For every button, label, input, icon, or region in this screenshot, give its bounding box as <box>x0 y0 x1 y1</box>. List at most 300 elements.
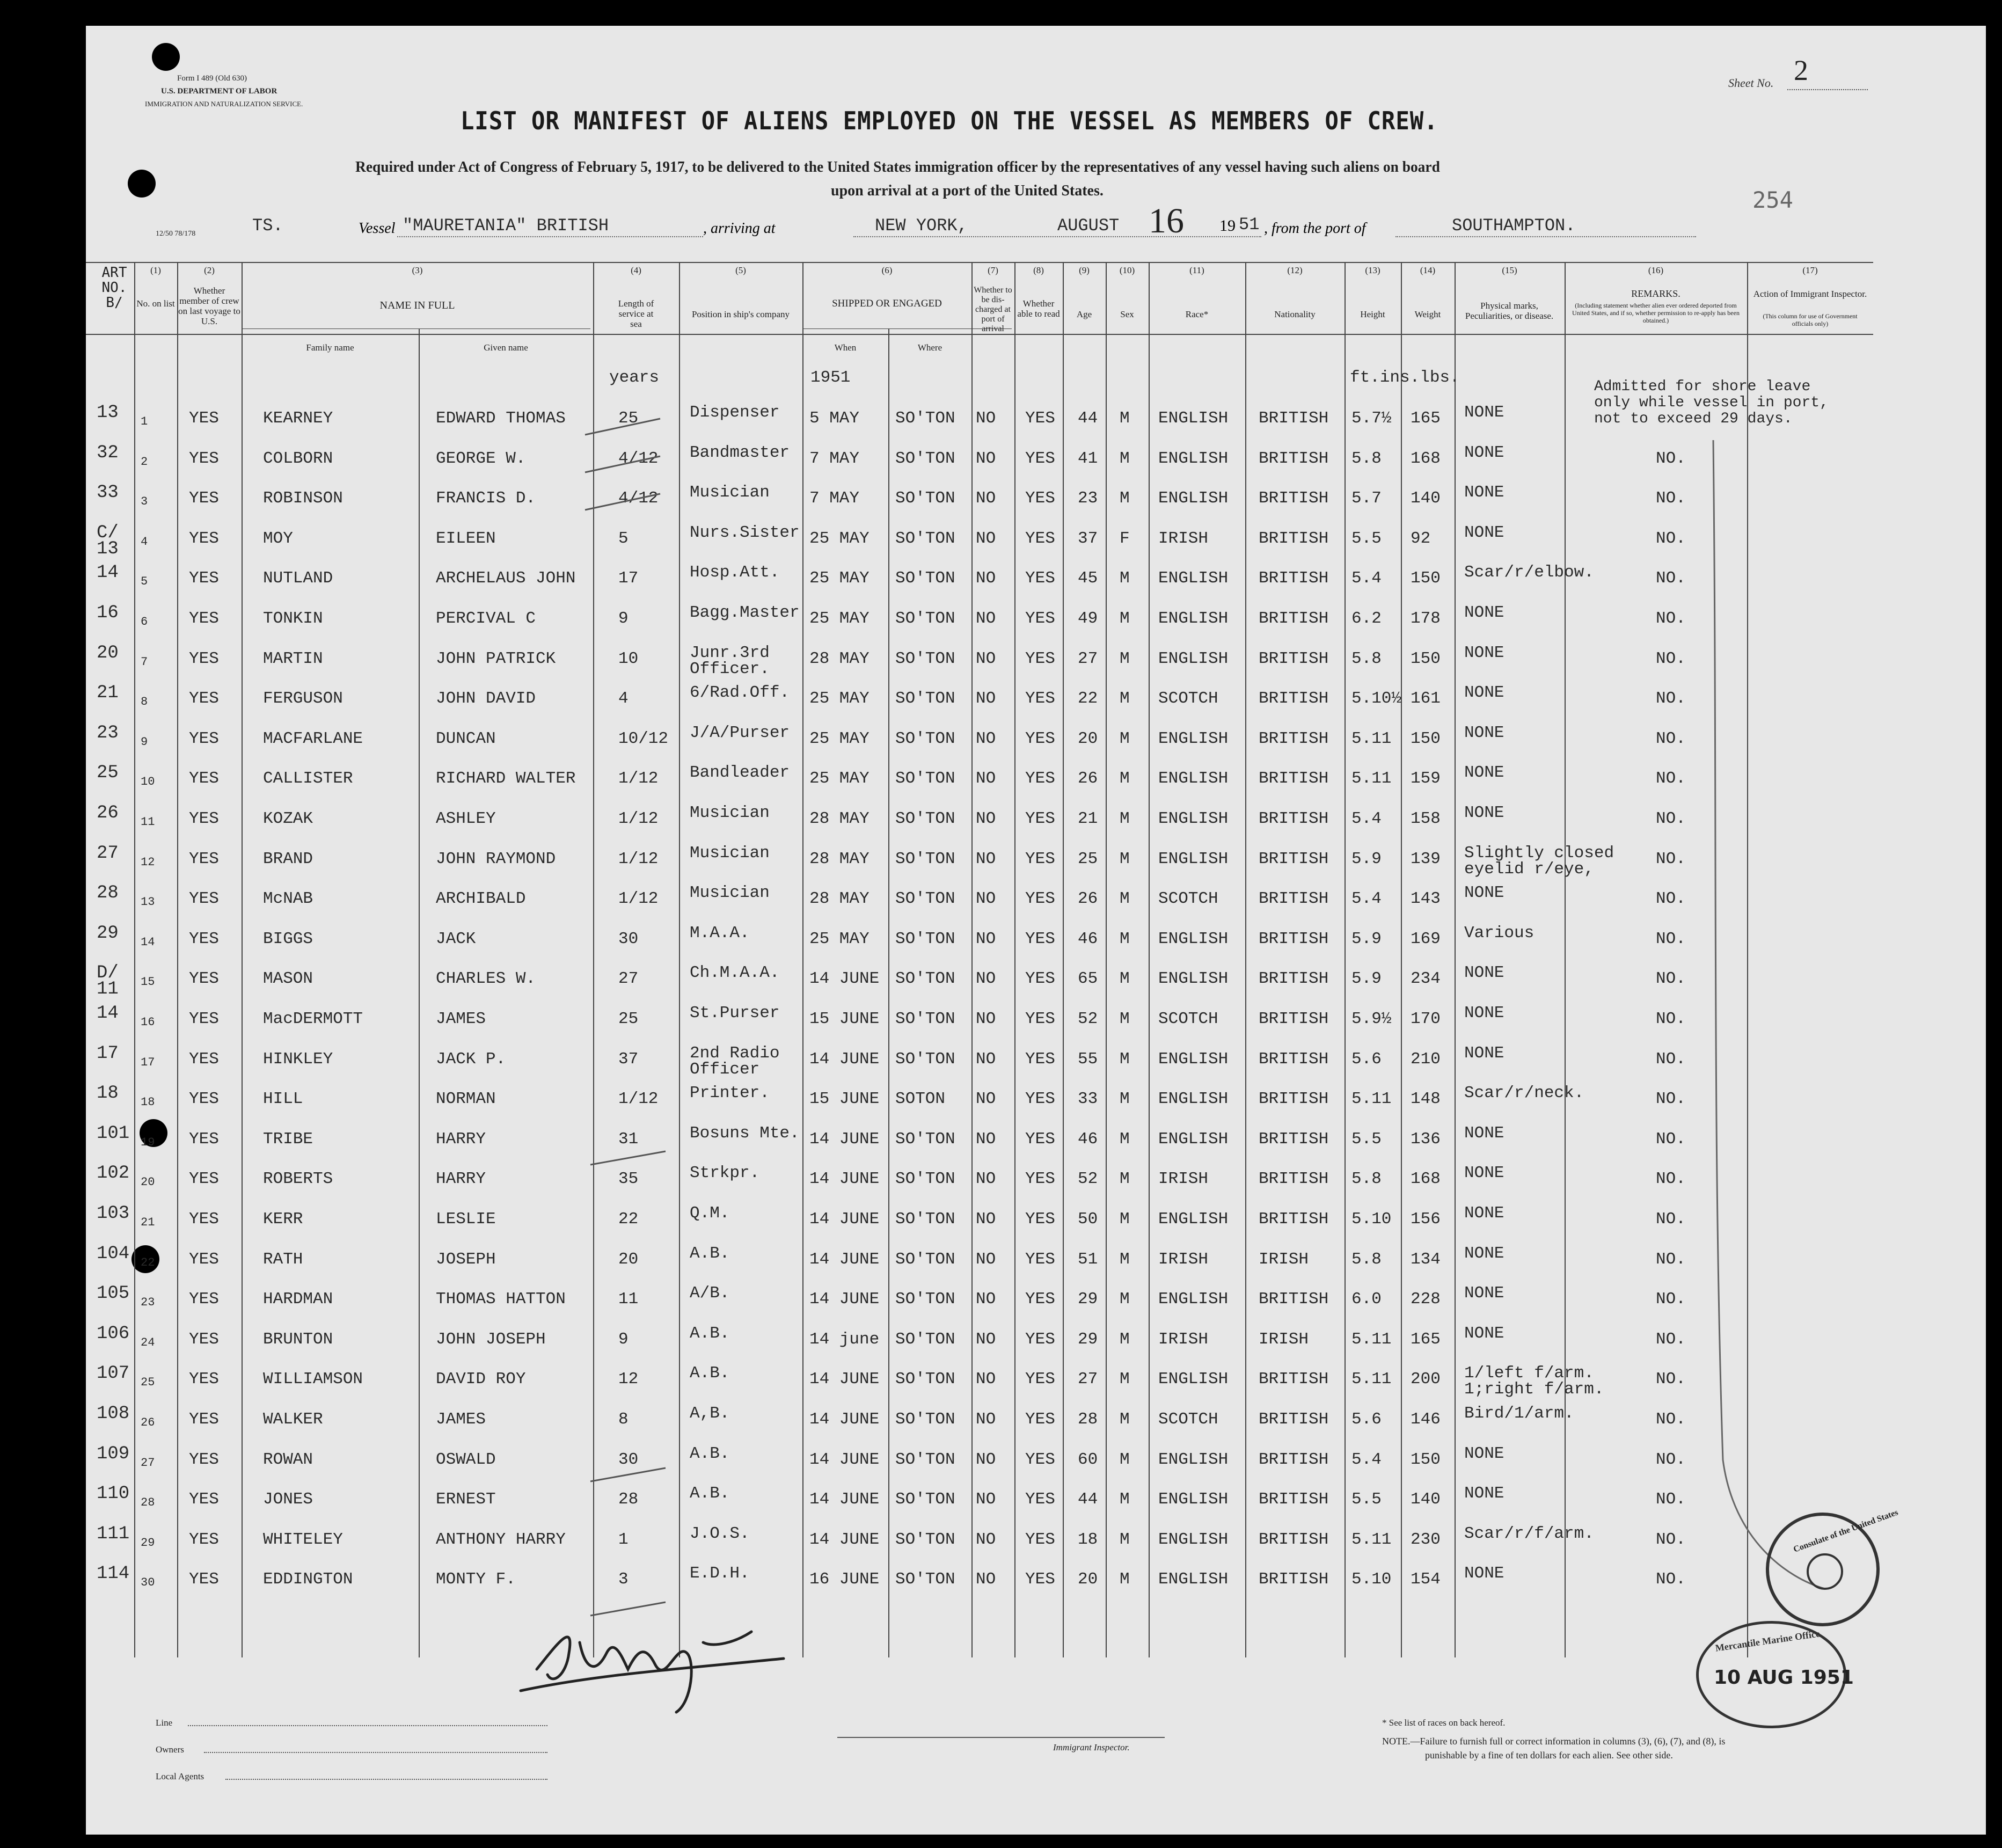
row-nationality: BRITISH <box>1259 1530 1329 1549</box>
row-weight: 150 <box>1411 649 1441 668</box>
row-age: 23 <box>1078 489 1098 508</box>
row-given-name: NORMAN <box>436 1090 496 1109</box>
row-age: 26 <box>1078 889 1098 909</box>
row-race: ENGLISH <box>1158 1570 1229 1589</box>
row-sex: M <box>1120 929 1130 948</box>
row-weight: 143 <box>1411 889 1441 909</box>
row-discharged: NO <box>976 849 996 868</box>
row-sex: M <box>1120 569 1130 588</box>
row-art-number: 21 <box>97 683 119 704</box>
row-given-name: CHARLES W. <box>436 969 536 989</box>
row-list-number: 22 <box>141 1255 155 1269</box>
row-race: ENGLISH <box>1158 929 1229 948</box>
row-list-number: 26 <box>141 1416 155 1429</box>
row-weight: 148 <box>1411 1090 1441 1109</box>
row-previous-voyage: YES <box>189 529 219 548</box>
penalty-note-1: NOTE.—Failure to furnish full or correct information in columns (3), (6), (7), and (8), is <box>1382 1736 1726 1747</box>
row-sex: M <box>1120 489 1130 508</box>
row-sex: M <box>1120 1490 1130 1509</box>
row-discharged: NO <box>976 969 996 989</box>
row-age: 49 <box>1078 609 1098 628</box>
row-service-length: 12 <box>618 1370 639 1389</box>
row-able-to-read: YES <box>1025 849 1055 868</box>
row-nationality: BRITISH <box>1259 569 1329 588</box>
row-physical-marks: NONE <box>1464 1324 1504 1343</box>
unit-years: years <box>609 368 660 387</box>
row-remarks: NO. <box>1656 929 1686 948</box>
row-sex: M <box>1120 769 1130 788</box>
row-shipped-when: 16 JUNE <box>809 1570 880 1589</box>
row-remarks: NO. <box>1656 689 1686 708</box>
row-shipped-where: SO'TON <box>895 729 955 748</box>
row-shipped-when: 25 MAY <box>809 769 870 788</box>
row-shipped-when: 15 JUNE <box>809 1090 880 1109</box>
row-weight: 136 <box>1411 1129 1441 1149</box>
row-able-to-read: YES <box>1025 1530 1055 1549</box>
row-family-name: ROBINSON <box>263 489 343 508</box>
row-height: 5.5 <box>1351 1490 1382 1509</box>
row-family-name: McNAB <box>263 889 313 909</box>
row-previous-voyage: YES <box>189 1530 219 1549</box>
row-list-number: 4 <box>141 535 148 549</box>
row-remarks: NO. <box>1656 769 1686 788</box>
row-position: Bandleader <box>690 763 790 783</box>
row-shipped-when: 14 JUNE <box>809 1049 880 1069</box>
row-able-to-read: YES <box>1025 1370 1055 1389</box>
row-art-number: D/ 11 <box>97 963 119 1000</box>
row-art-number: 23 <box>97 722 119 743</box>
row-discharged: NO <box>976 929 996 948</box>
row-art-number: 26 <box>97 803 119 823</box>
row-service-length: 25 <box>618 409 639 428</box>
row-family-name: BRAND <box>263 849 313 868</box>
row-list-number: 25 <box>141 1376 155 1390</box>
row-physical-marks: Slightly closed eyelid r/eye, <box>1464 843 1614 879</box>
row-height: 5.5 <box>1351 529 1382 548</box>
row-family-name: CALLISTER <box>263 769 353 788</box>
row-weight: 178 <box>1411 609 1441 628</box>
row-discharged: NO <box>976 489 996 508</box>
row-weight: 165 <box>1411 1330 1441 1349</box>
row-position: Junr.3rd Officer. <box>690 643 770 678</box>
row-position: Strkpr. <box>690 1164 760 1183</box>
row-race: ENGLISH <box>1158 969 1229 989</box>
row-discharged: NO <box>976 689 996 708</box>
row-previous-voyage: YES <box>189 1290 219 1309</box>
row-weight: 139 <box>1411 849 1441 868</box>
row-art-number: 109 <box>97 1443 130 1464</box>
row-able-to-read: YES <box>1025 889 1055 909</box>
row-list-number: 24 <box>141 1335 155 1349</box>
row-sex: M <box>1120 409 1130 428</box>
footer-owners-field <box>204 1752 547 1753</box>
row-shipped-where: SO'TON <box>895 409 955 428</box>
penalty-note-2: punishable by a fine of ten dollars for each alien. See other side. <box>1425 1750 1673 1761</box>
row-height: 5.8 <box>1351 649 1382 668</box>
col-position: Position in ship's company <box>691 309 790 319</box>
row-service-length: 4 <box>618 689 629 708</box>
row-sex: M <box>1120 729 1130 748</box>
vessel-prefix: TS. <box>252 216 283 236</box>
row-previous-voyage: YES <box>189 649 219 668</box>
row-shipped-where: SO'TON <box>895 1330 955 1349</box>
row-given-name: FRANCIS D. <box>436 489 536 508</box>
row-shipped-where: SO'TON <box>895 849 955 868</box>
row-given-name: JACK <box>436 929 476 948</box>
row-shipped-where: SO'TON <box>895 1049 955 1069</box>
row-shipped-when: 25 MAY <box>809 689 870 708</box>
row-height: 5.11 <box>1351 1330 1392 1349</box>
col-9-number: (9) <box>1079 265 1090 275</box>
row-able-to-read: YES <box>1025 729 1055 748</box>
row-shipped-when: 14 JUNE <box>809 1170 880 1189</box>
col-given-name: Given name <box>484 342 528 353</box>
row-list-number: 12 <box>141 855 155 869</box>
row-service-length: 17 <box>618 569 639 588</box>
mercantile-marine-stamp <box>1696 1621 1854 1728</box>
row-art-number: 102 <box>97 1163 130 1184</box>
row-shipped-where: SO'TON <box>895 1370 955 1389</box>
row-previous-voyage: YES <box>189 1090 219 1109</box>
row-art-number: 108 <box>97 1404 130 1424</box>
row-able-to-read: YES <box>1025 1129 1055 1149</box>
row-discharged: NO <box>976 649 996 668</box>
stamp-number: 254 <box>1752 187 1793 213</box>
row-physical-marks: NONE <box>1464 883 1504 903</box>
row-service-length: 30 <box>618 1450 639 1469</box>
col-13-number: (13) <box>1365 265 1380 275</box>
row-able-to-read: YES <box>1025 449 1055 468</box>
row-shipped-where: SO'TON <box>895 929 955 948</box>
row-previous-voyage: YES <box>189 769 219 788</box>
row-able-to-read: YES <box>1025 489 1055 508</box>
row-race: SCOTCH <box>1158 889 1218 909</box>
stamp-office: Mercantile Marine Office <box>1714 1628 1821 1654</box>
row-art-number: 20 <box>97 642 119 663</box>
row-physical-marks: NONE <box>1464 723 1504 742</box>
row-discharged: NO <box>976 1410 996 1429</box>
row-height: 5.9 <box>1351 969 1382 989</box>
row-race: ENGLISH <box>1158 809 1229 828</box>
row-shipped-where: SO'TON <box>895 1290 955 1309</box>
row-service-length: 31 <box>618 1129 639 1149</box>
row-discharged: NO <box>976 1530 996 1549</box>
from-port: SOUTHAMPTON. <box>1452 216 1576 236</box>
row-age: 55 <box>1078 1049 1098 1069</box>
col-discharged: Whether to be dis-charged at port of arrival <box>974 286 1012 333</box>
row-list-number: 20 <box>141 1175 155 1189</box>
row-position: Musician <box>690 804 770 822</box>
row-height: 5.7 <box>1351 489 1382 508</box>
row-list-number: 27 <box>141 1456 155 1470</box>
row-able-to-read: YES <box>1025 1090 1055 1109</box>
row-remarks: NO. <box>1656 649 1686 668</box>
row-nationality: BRITISH <box>1259 529 1329 548</box>
row-service-length: 10/12 <box>618 729 669 748</box>
row-shipped-when: 25 MAY <box>809 929 870 948</box>
row-able-to-read: YES <box>1025 689 1055 708</box>
col-8-number: (8) <box>1033 265 1044 275</box>
stamp-date: 10 AUG 1951 <box>1714 1667 1854 1689</box>
row-remarks: NO. <box>1656 1490 1686 1509</box>
row-race: ENGLISH <box>1158 849 1229 868</box>
row-given-name: JOHN RAYMOND <box>436 849 556 868</box>
row-shipped-when: 28 MAY <box>809 889 870 909</box>
row-age: 60 <box>1078 1450 1098 1469</box>
row-weight: 200 <box>1411 1370 1441 1389</box>
row-race: IRISH <box>1158 1250 1209 1269</box>
punch-hole <box>152 43 180 71</box>
row-art-number: 101 <box>97 1123 130 1144</box>
row-family-name: WALKER <box>263 1410 323 1429</box>
row-list-number: 21 <box>141 1216 155 1229</box>
row-race: SCOTCH <box>1158 1010 1218 1028</box>
row-previous-voyage: YES <box>189 1049 219 1069</box>
unit-year: 1951 <box>810 368 851 387</box>
row-age: 27 <box>1078 1370 1098 1389</box>
row-list-number: 30 <box>141 1576 155 1590</box>
row-remarks: NO. <box>1656 809 1686 828</box>
row-height: 5.7½ <box>1351 409 1392 428</box>
row-service-length: 20 <box>618 1250 639 1269</box>
row-remarks: NO. <box>1656 849 1686 868</box>
row-sex: M <box>1120 1129 1130 1149</box>
row-discharged: NO <box>976 809 996 828</box>
row-race: ENGLISH <box>1158 1090 1229 1109</box>
row-race: ENGLISH <box>1158 1490 1229 1509</box>
row-discharged: NO <box>976 569 996 588</box>
row-sex: M <box>1120 1010 1130 1028</box>
row-physical-marks: NONE <box>1464 1043 1504 1063</box>
row-weight: 156 <box>1411 1210 1441 1229</box>
arriving-label: , arriving at <box>703 220 776 237</box>
row-age: 50 <box>1078 1210 1098 1229</box>
row-physical-marks: NONE <box>1464 603 1504 622</box>
row-previous-voyage: YES <box>189 449 219 468</box>
row-weight: 170 <box>1411 1010 1441 1028</box>
row-previous-voyage: YES <box>189 929 219 948</box>
department: U.S. DEPARTMENT OF LABOR <box>161 87 277 96</box>
row-family-name: NUTLAND <box>263 569 333 588</box>
row-shipped-when: 7 MAY <box>809 489 860 508</box>
row-position: Musician <box>690 883 770 903</box>
art-no-header: ART NO. B/ <box>101 265 127 311</box>
row-family-name: MacDERMOTT <box>263 1010 363 1028</box>
row-remarks: NO. <box>1656 489 1686 508</box>
row-shipped-when: 14 JUNE <box>809 1490 880 1509</box>
row-shipped-when: 25 MAY <box>809 729 870 748</box>
row-position: St.Purser <box>690 1004 780 1022</box>
row-position: A,B. <box>690 1404 730 1423</box>
row-service-length: 1/12 <box>618 809 659 828</box>
row-race: ENGLISH <box>1158 649 1229 668</box>
row-position: Q.M. <box>690 1204 730 1223</box>
row-remarks: NO. <box>1656 1410 1686 1429</box>
row-age: 29 <box>1078 1290 1098 1309</box>
row-list-number: 1 <box>141 415 148 428</box>
row-position: Dispenser <box>690 403 780 422</box>
row-previous-voyage: YES <box>189 1370 219 1389</box>
row-given-name: JAMES <box>436 1410 486 1429</box>
row-height: 5.4 <box>1351 809 1382 828</box>
row-previous-voyage: YES <box>189 1490 219 1509</box>
col-weight: Weight <box>1414 309 1441 319</box>
col-15-number: (15) <box>1502 265 1517 275</box>
row-age: 25 <box>1078 849 1098 868</box>
races-note: * See list of races on back hereof. <box>1382 1718 1506 1728</box>
row-discharged: NO <box>976 1129 996 1149</box>
row-list-number: 11 <box>141 815 155 829</box>
row-given-name: RICHARD WALTER <box>436 769 576 788</box>
row-weight: 92 <box>1411 529 1431 548</box>
row-height: 5.11 <box>1351 729 1392 748</box>
row-sex: M <box>1120 889 1130 909</box>
row-art-number: 18 <box>97 1083 119 1104</box>
row-family-name: MARTIN <box>263 649 323 668</box>
seal-text: Consulate of the United States <box>1792 1508 1899 1554</box>
row-able-to-read: YES <box>1025 569 1055 588</box>
row-family-name: BIGGS <box>263 929 313 948</box>
row-weight: 134 <box>1411 1250 1441 1269</box>
eagle-emblem-icon <box>1807 1553 1843 1590</box>
row-service-length: 4/12 <box>618 449 659 468</box>
row-able-to-read: YES <box>1025 969 1055 989</box>
row-service-length: 37 <box>618 1049 639 1069</box>
row-physical-marks: Scar/r/elbow. <box>1464 563 1594 582</box>
row-given-name: THOMAS HATTON <box>436 1290 566 1309</box>
row-remarks: NO. <box>1656 729 1686 748</box>
row-shipped-when: 14 JUNE <box>809 1450 880 1469</box>
row-weight: 228 <box>1411 1290 1441 1309</box>
row-physical-marks: Bird/1/arm. <box>1464 1404 1574 1423</box>
row-sex: M <box>1120 1570 1130 1589</box>
row-able-to-read: YES <box>1025 1250 1055 1269</box>
row-family-name: KEARNEY <box>263 409 333 428</box>
row-race: ENGLISH <box>1158 449 1229 468</box>
row-remarks: NO. <box>1656 1010 1686 1028</box>
row-able-to-read: YES <box>1025 1170 1055 1189</box>
row-given-name: JOHN JOSEPH <box>436 1330 546 1349</box>
row-given-name: JACK P. <box>436 1049 506 1069</box>
row-age: 51 <box>1078 1250 1098 1269</box>
col-remarks: REMARKS. <box>1631 288 1680 299</box>
row-shipped-when: 14 JUNE <box>809 1250 880 1269</box>
row-height: 5.8 <box>1351 1170 1382 1189</box>
row-age: 21 <box>1078 809 1098 828</box>
row-shipped-when: 5 MAY <box>809 409 860 428</box>
row-physical-marks: NONE <box>1464 1123 1504 1143</box>
row-nationality: BRITISH <box>1259 929 1329 948</box>
row-family-name: KOZAK <box>263 809 313 828</box>
row-physical-marks: NONE <box>1464 643 1504 662</box>
row-list-number: 8 <box>141 695 148 709</box>
arrival-day: 16 <box>1149 201 1184 240</box>
row-nationality: BRITISH <box>1259 1410 1329 1429</box>
row-race: IRISH <box>1158 529 1209 548</box>
row-age: 33 <box>1078 1090 1098 1109</box>
row-family-name: TONKIN <box>263 609 323 628</box>
row-discharged: NO <box>976 409 996 428</box>
row-sex: M <box>1120 449 1130 468</box>
col-5-number: (5) <box>735 265 746 275</box>
arrival-month: AUGUST <box>1057 216 1120 236</box>
row-previous-voyage: YES <box>189 729 219 748</box>
row-previous-voyage: YES <box>189 609 219 628</box>
table-header-rule <box>86 334 1873 335</box>
row-shipped-where: SO'TON <box>895 1570 955 1589</box>
col-12-number: (12) <box>1287 265 1303 275</box>
row-previous-voyage: YES <box>189 849 219 868</box>
row-physical-marks: 1/left f/arm. 1;right f/arm. <box>1464 1364 1604 1399</box>
row-shipped-where: SO'TON <box>895 969 955 989</box>
row-family-name: MACFARLANE <box>263 729 363 748</box>
row-shipped-when: 14 JUNE <box>809 1290 880 1309</box>
row-sex: M <box>1120 1170 1130 1189</box>
row-discharged: NO <box>976 1570 996 1589</box>
row-previous-voyage: YES <box>189 689 219 708</box>
row-list-number: 9 <box>141 735 148 749</box>
row-sex: M <box>1120 1290 1130 1309</box>
row-age: 22 <box>1078 689 1098 708</box>
row-nationality: BRITISH <box>1259 1049 1329 1069</box>
row-nationality: IRISH <box>1259 1250 1309 1269</box>
row-shipped-where: SO'TON <box>895 1410 955 1429</box>
row-art-number: 14 <box>97 1003 119 1024</box>
row-position: J.O.S. <box>690 1524 750 1543</box>
row-age: 52 <box>1078 1170 1098 1189</box>
row-nationality: BRITISH <box>1259 769 1329 788</box>
row-family-name: BRUNTON <box>263 1330 333 1349</box>
row-nationality: BRITISH <box>1259 1370 1329 1389</box>
row-given-name: OSWALD <box>436 1450 496 1469</box>
row-weight: 168 <box>1411 449 1441 468</box>
subtitle-line-2: upon arrival at a port of the United States. <box>831 182 1104 199</box>
row-shipped-where: SO'TON <box>895 769 955 788</box>
row-race: ENGLISH <box>1158 409 1229 428</box>
row-art-number: C/ 13 <box>97 522 119 559</box>
row-previous-voyage: YES <box>189 1129 219 1149</box>
row-service-length: 22 <box>618 1210 639 1229</box>
row-remarks: NO. <box>1656 1170 1686 1189</box>
row-previous-voyage: YES <box>189 1250 219 1269</box>
row-height: 5.4 <box>1351 1450 1382 1469</box>
row-shipped-where: SO'TON <box>895 1210 955 1229</box>
row-previous-voyage: YES <box>189 1010 219 1028</box>
row-nationality: BRITISH <box>1259 1490 1329 1509</box>
row-physical-marks: Scar/r/neck. <box>1464 1084 1584 1103</box>
row-sex: M <box>1120 1049 1130 1069</box>
row-nationality: BRITISH <box>1259 849 1329 868</box>
row-race: SCOTCH <box>1158 1410 1218 1429</box>
row-given-name: DUNCAN <box>436 729 496 748</box>
row-previous-voyage: YES <box>189 1330 219 1349</box>
row-remarks: NO. <box>1656 1450 1686 1469</box>
col-physical-marks: Physical marks, Peculiarities, or disease. <box>1465 301 1554 321</box>
from-port-label: , from the port of <box>1264 220 1366 237</box>
row-remarks: NO. <box>1656 1090 1686 1109</box>
col-11-number: (11) <box>1189 265 1204 275</box>
row-shipped-when: 14 JUNE <box>809 969 880 989</box>
row-able-to-read: YES <box>1025 1410 1055 1429</box>
sheet-underline <box>1787 89 1868 90</box>
row-service-length: 1 <box>618 1530 629 1549</box>
row-weight: 150 <box>1411 729 1441 748</box>
row-list-number: 10 <box>141 775 155 789</box>
row-discharged: NO <box>976 1049 996 1069</box>
col-17-number: (17) <box>1802 265 1818 275</box>
col-14-number: (14) <box>1420 265 1436 275</box>
row-age: 20 <box>1078 1570 1098 1589</box>
